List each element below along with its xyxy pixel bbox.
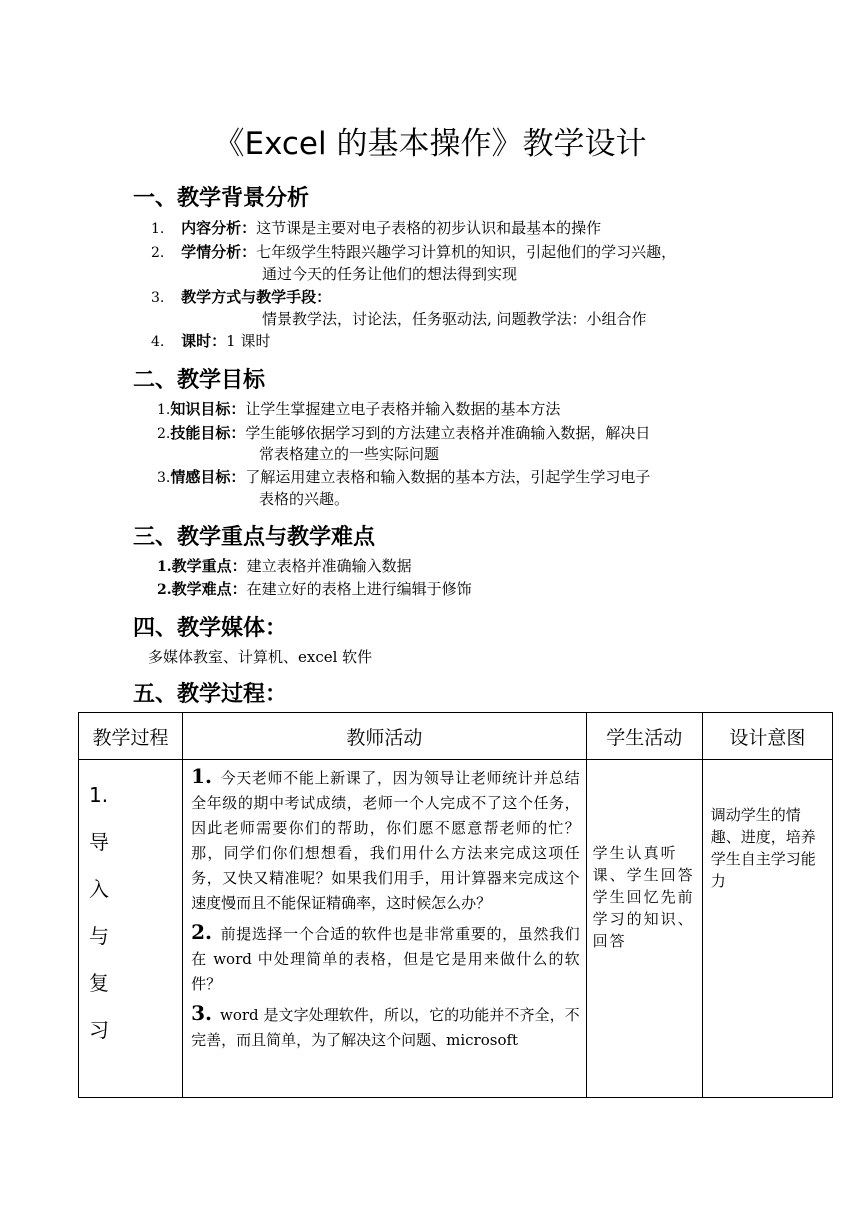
- item-number: 3.: [157, 470, 171, 486]
- list-item: [151, 218, 601, 239]
- item-label: 知识目标：: [170, 400, 246, 418]
- column-header: 设计意图: [702, 713, 832, 760]
- item-number: 2.: [157, 426, 171, 442]
- column-header: 学生活动: [586, 713, 702, 760]
- item-number: 2.: [157, 582, 172, 598]
- section-heading-key-points: 三、教学重点与教学难点: [133, 525, 376, 550]
- process-table: [78, 712, 833, 1098]
- item-number: 1.: [157, 559, 172, 575]
- item-text: 在建立好的表格上进行编辑于修饰: [246, 580, 472, 598]
- table-header-row: [79, 713, 833, 760]
- paragraph-number: 3.: [191, 1001, 213, 1025]
- paragraph-text: 前提选择一个合适的软件也是非常重要的，虽然我们在 word 中处理简单的表格，但是它是用来做什么的软件？: [191, 925, 580, 993]
- stage-char: 1.: [89, 783, 109, 807]
- item-label: 技能目标：: [170, 424, 246, 442]
- paragraph-text: 今天老师不能上新课了，因为领导让老师统计并总结全年级的期中考试成绩，老师一个人完成不了这个任务，因此老师需要你们的帮助，你们愿不愿意帮老师的忙？那，同学们你们想想看，我们用什么方法来完成这项任务，又快又精准呢？如果我们用手，用计算器来完成这个速度慢而且不能保证精确率，这时候怎么办？: [191, 769, 580, 912]
- student-activity-text: 学生认真听课、学生回答学生回忆先前学习的知识、回答: [592, 844, 695, 950]
- item-label: 情感目标：: [170, 468, 246, 486]
- item-label: 内容分析：: [181, 219, 257, 237]
- teacher-activity-cell: [183, 760, 587, 1098]
- stage-char: 复: [89, 971, 109, 995]
- item-text: 这节课是主要对电子表格的初步认识和最基本的操作: [256, 219, 602, 237]
- item-text-continued: 通过今天的任务让他们的想法得到实现: [262, 265, 518, 283]
- item-number: 1.: [157, 402, 171, 418]
- teacher-paragraph: [191, 1001, 580, 1053]
- list-item: [151, 242, 676, 263]
- item-label: 教学重点：: [171, 557, 247, 575]
- paragraph-text: word 是文字处理软件，所以，它的功能并不齐全，不完善，而且简单，为了解决这个问题、microsoft: [191, 1006, 580, 1049]
- stage-char: 习: [89, 1018, 109, 1042]
- section-heading-process: 五、教学过程：: [133, 682, 288, 707]
- item-number: 3.: [151, 290, 165, 306]
- item-text: 建立表格并准确输入数据: [246, 557, 412, 575]
- item-label: 教学方式与教学手段：: [181, 288, 332, 306]
- stage-char: 入: [89, 877, 109, 901]
- list-item: [151, 331, 270, 352]
- paragraph-number: 1.: [191, 764, 213, 788]
- item-text: 七年级学生特跟兴趣学习计算机的知识，引起他们的学习兴趣，: [256, 243, 677, 261]
- student-activity-cell: [586, 760, 702, 1098]
- section-heading-objectives: 二、教学目标: [133, 368, 266, 393]
- item-label: 学情分析：: [181, 243, 257, 261]
- item-label: 教学难点：: [171, 580, 247, 598]
- teacher-paragraph: [191, 920, 580, 997]
- item-text-continued: 常表格建立的一些实际问题: [259, 445, 440, 463]
- column-header: 教师活动: [183, 713, 587, 760]
- item-number: 2.: [151, 245, 165, 261]
- column-header: 教学过程: [79, 713, 183, 760]
- section-heading-media: 四、教学媒体：: [133, 616, 288, 641]
- item-text: 1 课时: [226, 332, 271, 350]
- list-item: [151, 287, 331, 308]
- stage-char: 与: [89, 924, 109, 948]
- section-heading-background: 一、教学背景分析: [133, 186, 310, 211]
- list-item: [157, 579, 472, 600]
- design-intent-text: 调动学生的情趣、进度，培养学生自主学习能力: [710, 806, 816, 890]
- stage-cell: [79, 760, 183, 1098]
- page-title: 《Excel 的基本操作》教学设计: [213, 126, 647, 162]
- item-label: 课时：: [181, 332, 227, 350]
- item-text-continued: 表格的兴趣。: [259, 490, 350, 508]
- item-text: 学生能够依据学习到的方法建立表格并准确输入数据，解决日: [245, 424, 651, 442]
- table-row: [79, 760, 833, 1098]
- item-number: 1.: [151, 221, 165, 237]
- item-text: 让学生掌握建立电子表格并输入数据的基本方法: [245, 400, 561, 418]
- item-text: 了解运用建立表格和输入数据的基本方法，引起学生学习电子: [245, 468, 651, 486]
- list-item: [157, 399, 560, 420]
- teacher-paragraph: [191, 764, 580, 916]
- list-item: [157, 423, 650, 444]
- media-text: 多媒体教室、计算机、excel 软件: [148, 648, 373, 666]
- list-item: [157, 556, 412, 577]
- item-text-continued: 情景教学法，讨论法，任务驱动法, 问题教学法：小组合作: [262, 310, 647, 328]
- paragraph-number: 2.: [191, 920, 213, 944]
- design-intent-cell: [702, 760, 832, 1098]
- list-item: [157, 467, 650, 488]
- stage-char: 导: [89, 830, 109, 854]
- item-number: 4.: [151, 334, 165, 350]
